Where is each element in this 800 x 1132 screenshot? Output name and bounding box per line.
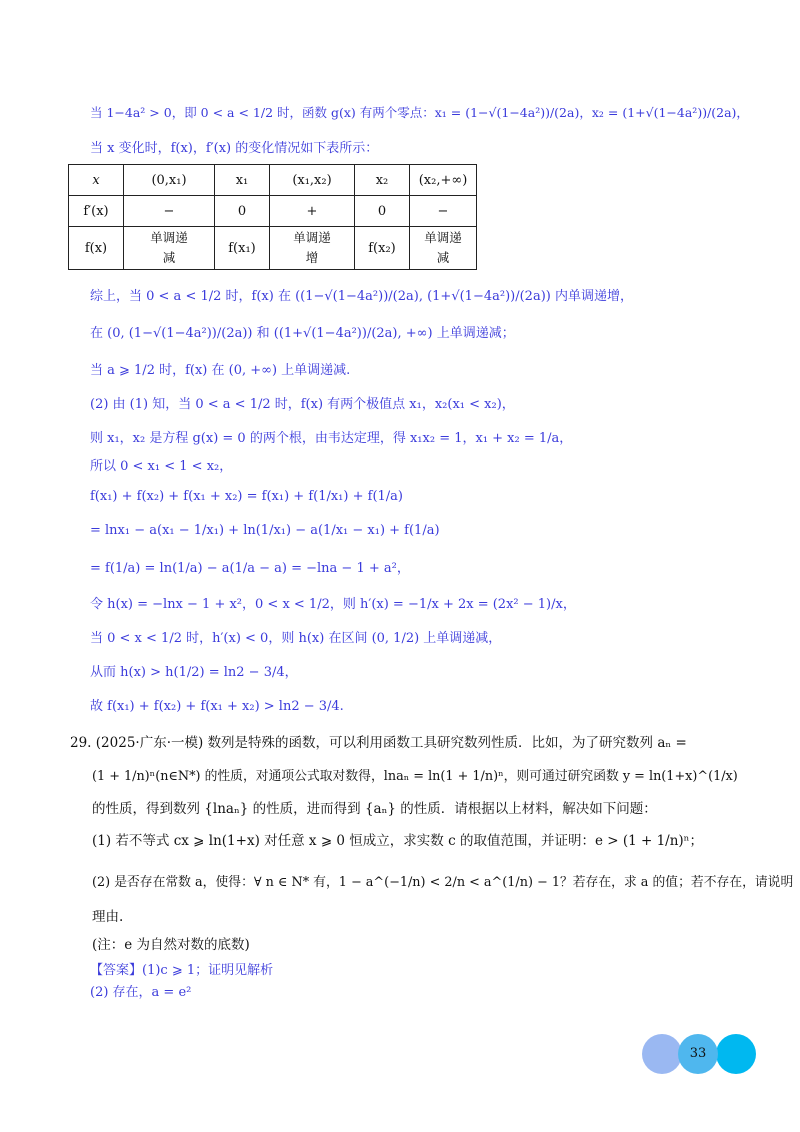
table-row-header xyxy=(69,165,477,196)
question-2-continuation: 理由. xyxy=(92,909,124,925)
question-2: (2) 是否存在常数 a，使得：∀ n ∈ N* 有，1 − a^(−1/n) < 2/n < a^(1/n) − 1？若存在，求 a 的值；若不存在，请说明 xyxy=(92,875,794,890)
table-row-f xyxy=(69,227,477,270)
table-cell: (0,x₁) xyxy=(124,165,215,196)
table-cell: 单调递增 xyxy=(270,227,355,270)
table-cell: 单调递减 xyxy=(124,227,215,270)
table-cell: − xyxy=(124,196,215,227)
solution-line-11: = f(1/a) = ln(1/a) − a(1/a − a) = −lna − 1 + a²， xyxy=(90,561,410,576)
solution-line-1: 当 1−4a² > 0，即 0 < a < 1/2 时，函数 g(x) 有两个零点：x₁ = (1−√(1−4a²))/(2a)，x₂ = (1+√(1−4a²))/(2a)， xyxy=(90,105,749,120)
solution-line-3: 综上，当 0 < a < 1/2 时，f(x) 在 ((1−√(1−4a²))/(2a), (1+√(1−4a²))/(2a)) 内单调递增， xyxy=(90,289,633,304)
badge-circle-left xyxy=(642,1034,682,1074)
table-cell: 单调递减 xyxy=(410,227,477,270)
table-cell: 0 xyxy=(215,196,270,227)
table-cell: 0 xyxy=(355,196,410,227)
problem-note: (注：e 为自然对数的底数) xyxy=(92,937,250,953)
table-cell: x₁ xyxy=(215,165,270,196)
table-cell: x xyxy=(69,165,124,196)
answer-tag: 【答案】 xyxy=(90,963,143,978)
table-row-fprime xyxy=(69,196,477,227)
table-cell: f(x₂) xyxy=(355,227,410,270)
solution-line-10: = lnx₁ − a(x₁ − 1/x₁) + ln(1/x₁) − a(1/x₁ − x₁) + f(1/a) xyxy=(90,523,440,538)
table-cell: + xyxy=(270,196,355,227)
answer-part-1: (1)c ⩾ 1；证明见解析 xyxy=(142,963,274,978)
solution-line-8: 所以 0 < x₁ < 1 < x₂， xyxy=(90,459,233,474)
table-cell: f(x) xyxy=(69,227,124,270)
page-number-badge xyxy=(640,1034,760,1076)
solution-line-2: 当 x 变化时，f(x)，f′(x) 的变化情况如下表所示： xyxy=(90,141,379,156)
table-cell: x₂ xyxy=(355,165,410,196)
solution-line-12: 令 h(x) = −lnx − 1 + x²，0 < x < 1/2，则 h′(x) = −1/x + 2x = (2x² − 1)/x， xyxy=(90,597,576,612)
solution-line-13: 当 0 < x < 1/2 时，h′(x) < 0，则 h(x) 在区间 (0, 1/2) 上单调递减， xyxy=(90,631,502,646)
problem-text: 数列是特殊的函数，可以利用函数工具研究数列性质．比如，为了研究数列 aₙ = xyxy=(207,735,687,751)
solution-line-7: 则 x₁，x₂ 是方程 g(x) = 0 的两个根，由韦达定理，得 x₁x₂ = 1，x₁ + x₂ = 1/a， xyxy=(90,431,573,446)
solution-line-14: 从而 h(x) > h(1/2) = ln2 − 3/4， xyxy=(90,665,298,680)
problem-source: (2025·广东·一模) xyxy=(95,735,204,751)
table-cell: f′(x) xyxy=(69,196,124,227)
solution-line-5: 当 a ⩾ 1/2 时，f(x) 在 (0, +∞) 上单调递减. xyxy=(90,363,351,378)
answer-line-2: (2) 存在，a = e² xyxy=(90,985,192,1000)
answer-line-1 xyxy=(90,962,273,980)
badge-circle-right xyxy=(716,1034,756,1074)
solution-line-6: (2) 由 (1) 知，当 0 < a < 1/2 时，f(x) 有两个极值点 x₁，x₂(x₁ < x₂)， xyxy=(90,397,515,412)
page-number: 33 xyxy=(689,1046,707,1061)
table-cell: f(x₁) xyxy=(215,227,270,270)
question-1: (1) 若不等式 cx ⩾ ln(1+x) 对任意 x ⩾ 0 恒成立，求实数 c 的取值范围，并证明：e > (1 + 1/n)ⁿ； xyxy=(92,833,704,849)
problem-line-1 xyxy=(70,734,687,752)
table-cell: (x₁,x₂) xyxy=(270,165,355,196)
problem-line-3: 的性质，得到数列 {lnaₙ} 的性质，进而得到 {aₙ} 的性质．请根据以上材料，解决如下问题： xyxy=(92,801,657,817)
table-cell: − xyxy=(410,196,477,227)
solution-line-15: 故 f(x₁) + f(x₂) + f(x₁ + x₂) > ln2 − 3/4. xyxy=(90,699,344,714)
variation-table xyxy=(68,164,477,270)
solution-line-4: 在 (0, (1−√(1−4a²))/(2a)) 和 ((1+√(1−4a²))/(2a), +∞) 上单调递减； xyxy=(90,326,515,341)
problem-line-2: (1 + 1/n)ⁿ(n∈N*) 的性质，对通项公式取对数得，lnaₙ = ln(1 + 1/n)ⁿ，则可通过研究函数 y = ln(1+x)^(1/x) xyxy=(92,769,738,784)
table-cell: (x₂,+∞) xyxy=(410,165,477,196)
problem-number: 29. xyxy=(70,735,92,751)
solution-line-9: f(x₁) + f(x₂) + f(x₁ + x₂) = f(x₁) + f(1/x₁) + f(1/a) xyxy=(90,489,403,504)
